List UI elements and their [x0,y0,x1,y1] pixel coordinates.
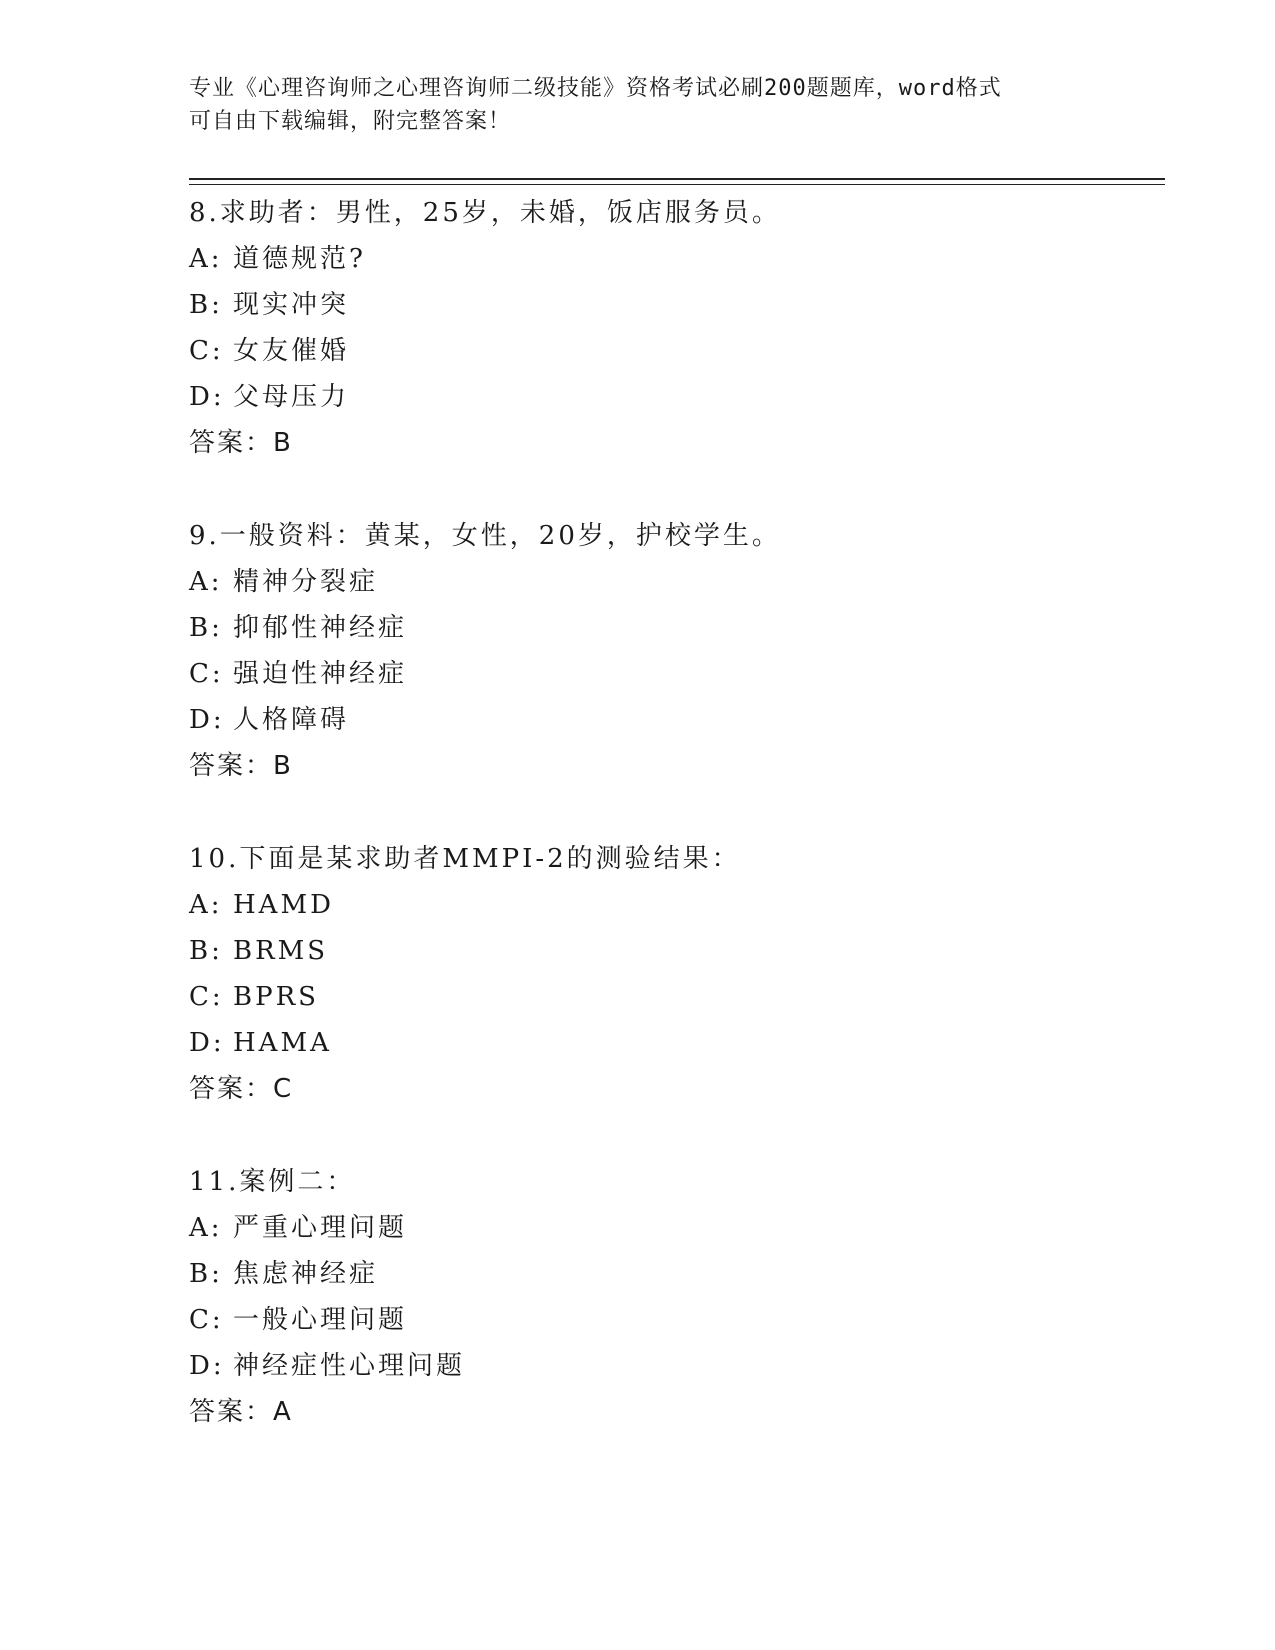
answer-line: 答案：C [189,1074,294,1104]
option-letter: B: [189,936,223,966]
option-text: BPRS [233,982,319,1012]
option-text: 一般心理问题 [233,1305,408,1335]
option-a [189,1205,1169,1251]
option-c [189,651,1169,697]
header-rule-thin [189,184,1165,185]
option-text: HAMD [233,890,334,920]
option-text: 道德规范? [233,244,366,274]
option-letter: C: [189,659,224,689]
option-text: BRMS [233,936,329,966]
header-line-2: 可自由下载编辑，附完整答案！ [189,109,512,134]
option-d [189,1020,1169,1066]
option-letter: B: [189,290,223,320]
option-text: 父母压力 [233,382,350,412]
option-a [189,882,1169,928]
header-line-1: 专业《心理咨询师之心理咨询师二级技能》资格考试必刷200题题库，word格式 [189,76,1002,101]
question-list [189,190,1169,1482]
option-text: 人格障碍 [233,705,350,735]
answer-line: 答案：B [189,428,293,458]
option-text: 现实冲突 [233,290,350,320]
option-text: 神经症性心理问题 [233,1351,466,1381]
option-text: 强迫性神经症 [233,659,408,689]
option-d [189,697,1169,743]
option-letter: D: [189,705,225,735]
option-letter: C: [189,1305,224,1335]
option-c [189,974,1169,1020]
option-text: 焦虑神经症 [233,1259,379,1289]
question-stem: 10.下面是某求助者MMPI-2的测验结果： [189,844,741,874]
option-b [189,928,1169,974]
question-stem: 8.求助者：男性，25岁，未婚，饭店服务员。 [189,198,781,228]
option-letter: D: [189,1028,225,1058]
option-text: 精神分裂症 [233,567,379,597]
option-d [189,374,1169,420]
option-c [189,328,1169,374]
option-letter: A: [189,567,223,597]
option-letter: C: [189,336,224,366]
option-text: 女友催婚 [233,336,350,366]
option-text: 抑郁性神经症 [233,613,408,643]
document-header [189,72,1089,138]
option-letter: B: [189,613,223,643]
option-d [189,1343,1169,1389]
option-letter: A: [189,1213,223,1243]
answer-line: 答案：B [189,751,293,781]
answer-line: 答案：A [189,1397,293,1427]
option-letter: B: [189,1259,223,1289]
option-letter: A: [189,244,223,274]
question-11 [189,1159,1169,1435]
question-stem: 9.一般资料：黄某，女性，20岁，护校学生。 [189,521,781,551]
option-letter: D: [189,1351,225,1381]
option-a [189,559,1169,605]
option-text: 严重心理问题 [233,1213,408,1243]
option-letter: D: [189,382,225,412]
question-10 [189,836,1169,1112]
question-9 [189,513,1169,789]
option-letter: C: [189,982,224,1012]
option-letter: A: [189,890,223,920]
option-b [189,282,1169,328]
question-8 [189,190,1169,466]
option-c [189,1297,1169,1343]
question-stem: 11.案例二： [189,1167,356,1197]
header-rule-thick [189,178,1165,180]
option-a [189,236,1169,282]
option-text: HAMA [233,1028,332,1058]
option-b [189,1251,1169,1297]
option-b [189,605,1169,651]
